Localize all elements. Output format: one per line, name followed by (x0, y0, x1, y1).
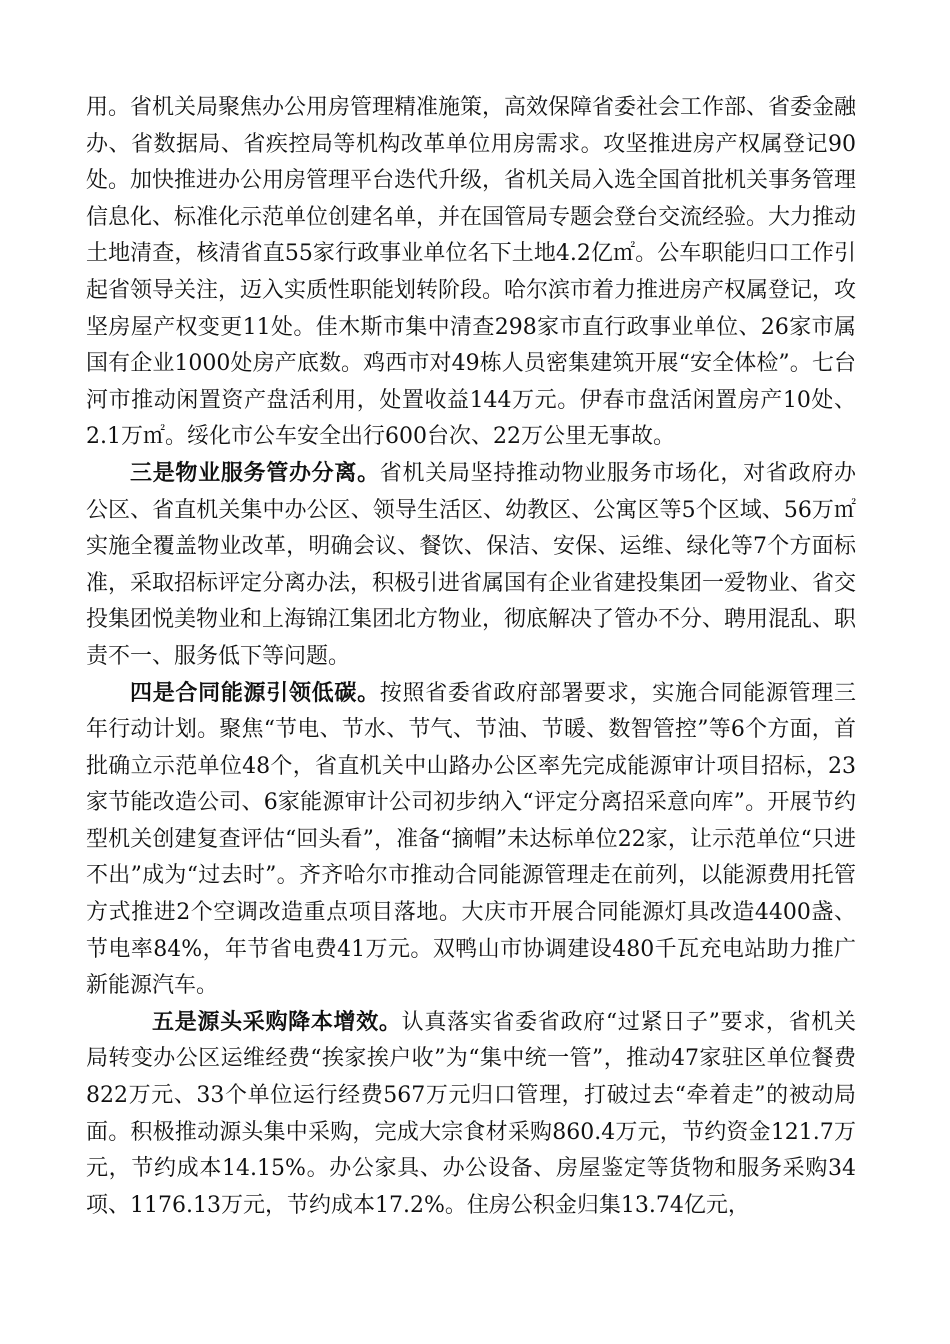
paragraph-body: 用。省机关局聚焦办公用房管理精准施策，高效保障省委社会工作部、省委金融办、省数据局、省疾控局等机构改革单位用房需求。攻坚推进房产权属登记90处。加快推进办公用房管理平台迭代升级，省机关局入选全国首批机关事务管理信息化、标准化示范单位创建名单，并在国管局专题会登台交流经验。大力推动土地清查，核清省直55家行政事业单位名下土地4.2亿㎡。公车职能归口工作引起省领导关注，迈入实质性职能划转阶段。哈尔滨市着力推进房产权属登记，攻坚房屋产权变更11处。佳木斯市集中清查298家市直行政事业单位、26家市属国有企业1000处房产底数。鸡西市对49栋人员密集建筑开展“安全体检”。七台河市推动闲置资产盘活利用，处置收益144万元。伊春市盘活闲置房产10处、2.1万㎡。绥化市公车安全出行600台次、22万公里无事故。 (86, 95, 857, 450)
paragraph-body: 认真落实省委省政府“过紧日子”要求，省机关局转变办公区运维经费“挨家挨户收”为“集中统一管”，推动47家驻区单位餐费822万元、33个单位运行经费567万元归口管理，打破过去“牵着走”的被动局面。积极推动源头集中采购，完成大宗食材采购860.4万元，节约资金121.7万元，节约成本14.15%。办公家具、办公设备、房屋鉴定等货物和服务采购34项、1176.13万元，节约成本17.2%。住房公积金归集13.74亿元， (86, 1009, 856, 1218)
paragraph-body: 按照省委省政府部署要求，实施合同能源管理三年行动计划。聚焦“节电、节水、节气、节油、节暖、数智管控”等6个方面，首批确立示范单位48个，省直机关中山路办公区率先完成能源审计项目招标，23家节能改造公司、6家能源审计公司初步纳入“评定分离招采意向库”。开展节约型机关创建复查评估“回头看”，准备“摘帽”未达标单位22家，让示范单位“只进不出”成为“过去时”。齐齐哈尔市推动合同能源管理走在前列，以能源费用托管方式推进2个空调改造重点项目落地。大庆市开展合同能源灯具改造4400盏、节电率84%，年节省电费41万元。双鸭山市协调建设480千瓦充电站助力推广新能源汽车。 (86, 680, 856, 999)
paragraph-lead-heading: 三是物业服务管办分离。 (130, 460, 380, 486)
paragraph-energy-contracts (86, 676, 856, 1005)
paragraph-property-services (86, 456, 856, 676)
document-body (86, 90, 856, 1224)
paragraph-lead-heading: 四是合同能源引领低碳。 (130, 680, 380, 706)
paragraph-procurement (86, 1005, 856, 1225)
paragraph-office-housing (86, 90, 856, 456)
paragraph-lead-heading: 五是源头采购降本增效。 (152, 1009, 402, 1035)
paragraph-body: 省机关局坚持推动物业服务市场化，对省政府办公区、省直机关集中办公区、领导生活区、幼教区、公寓区等5个区域、56万㎡实施全覆盖物业改革，明确会议、餐饮、保洁、安保、运维、绿化等7个方面标准，采取招标评定分离办法，积极引进省属国有企业省建投集团一爱物业、省交投集团悦美物业和上海锦江集团北方物业，彻底解决了管办不分、聘用混乱、职责不一、服务低下等问题。 (86, 460, 857, 669)
